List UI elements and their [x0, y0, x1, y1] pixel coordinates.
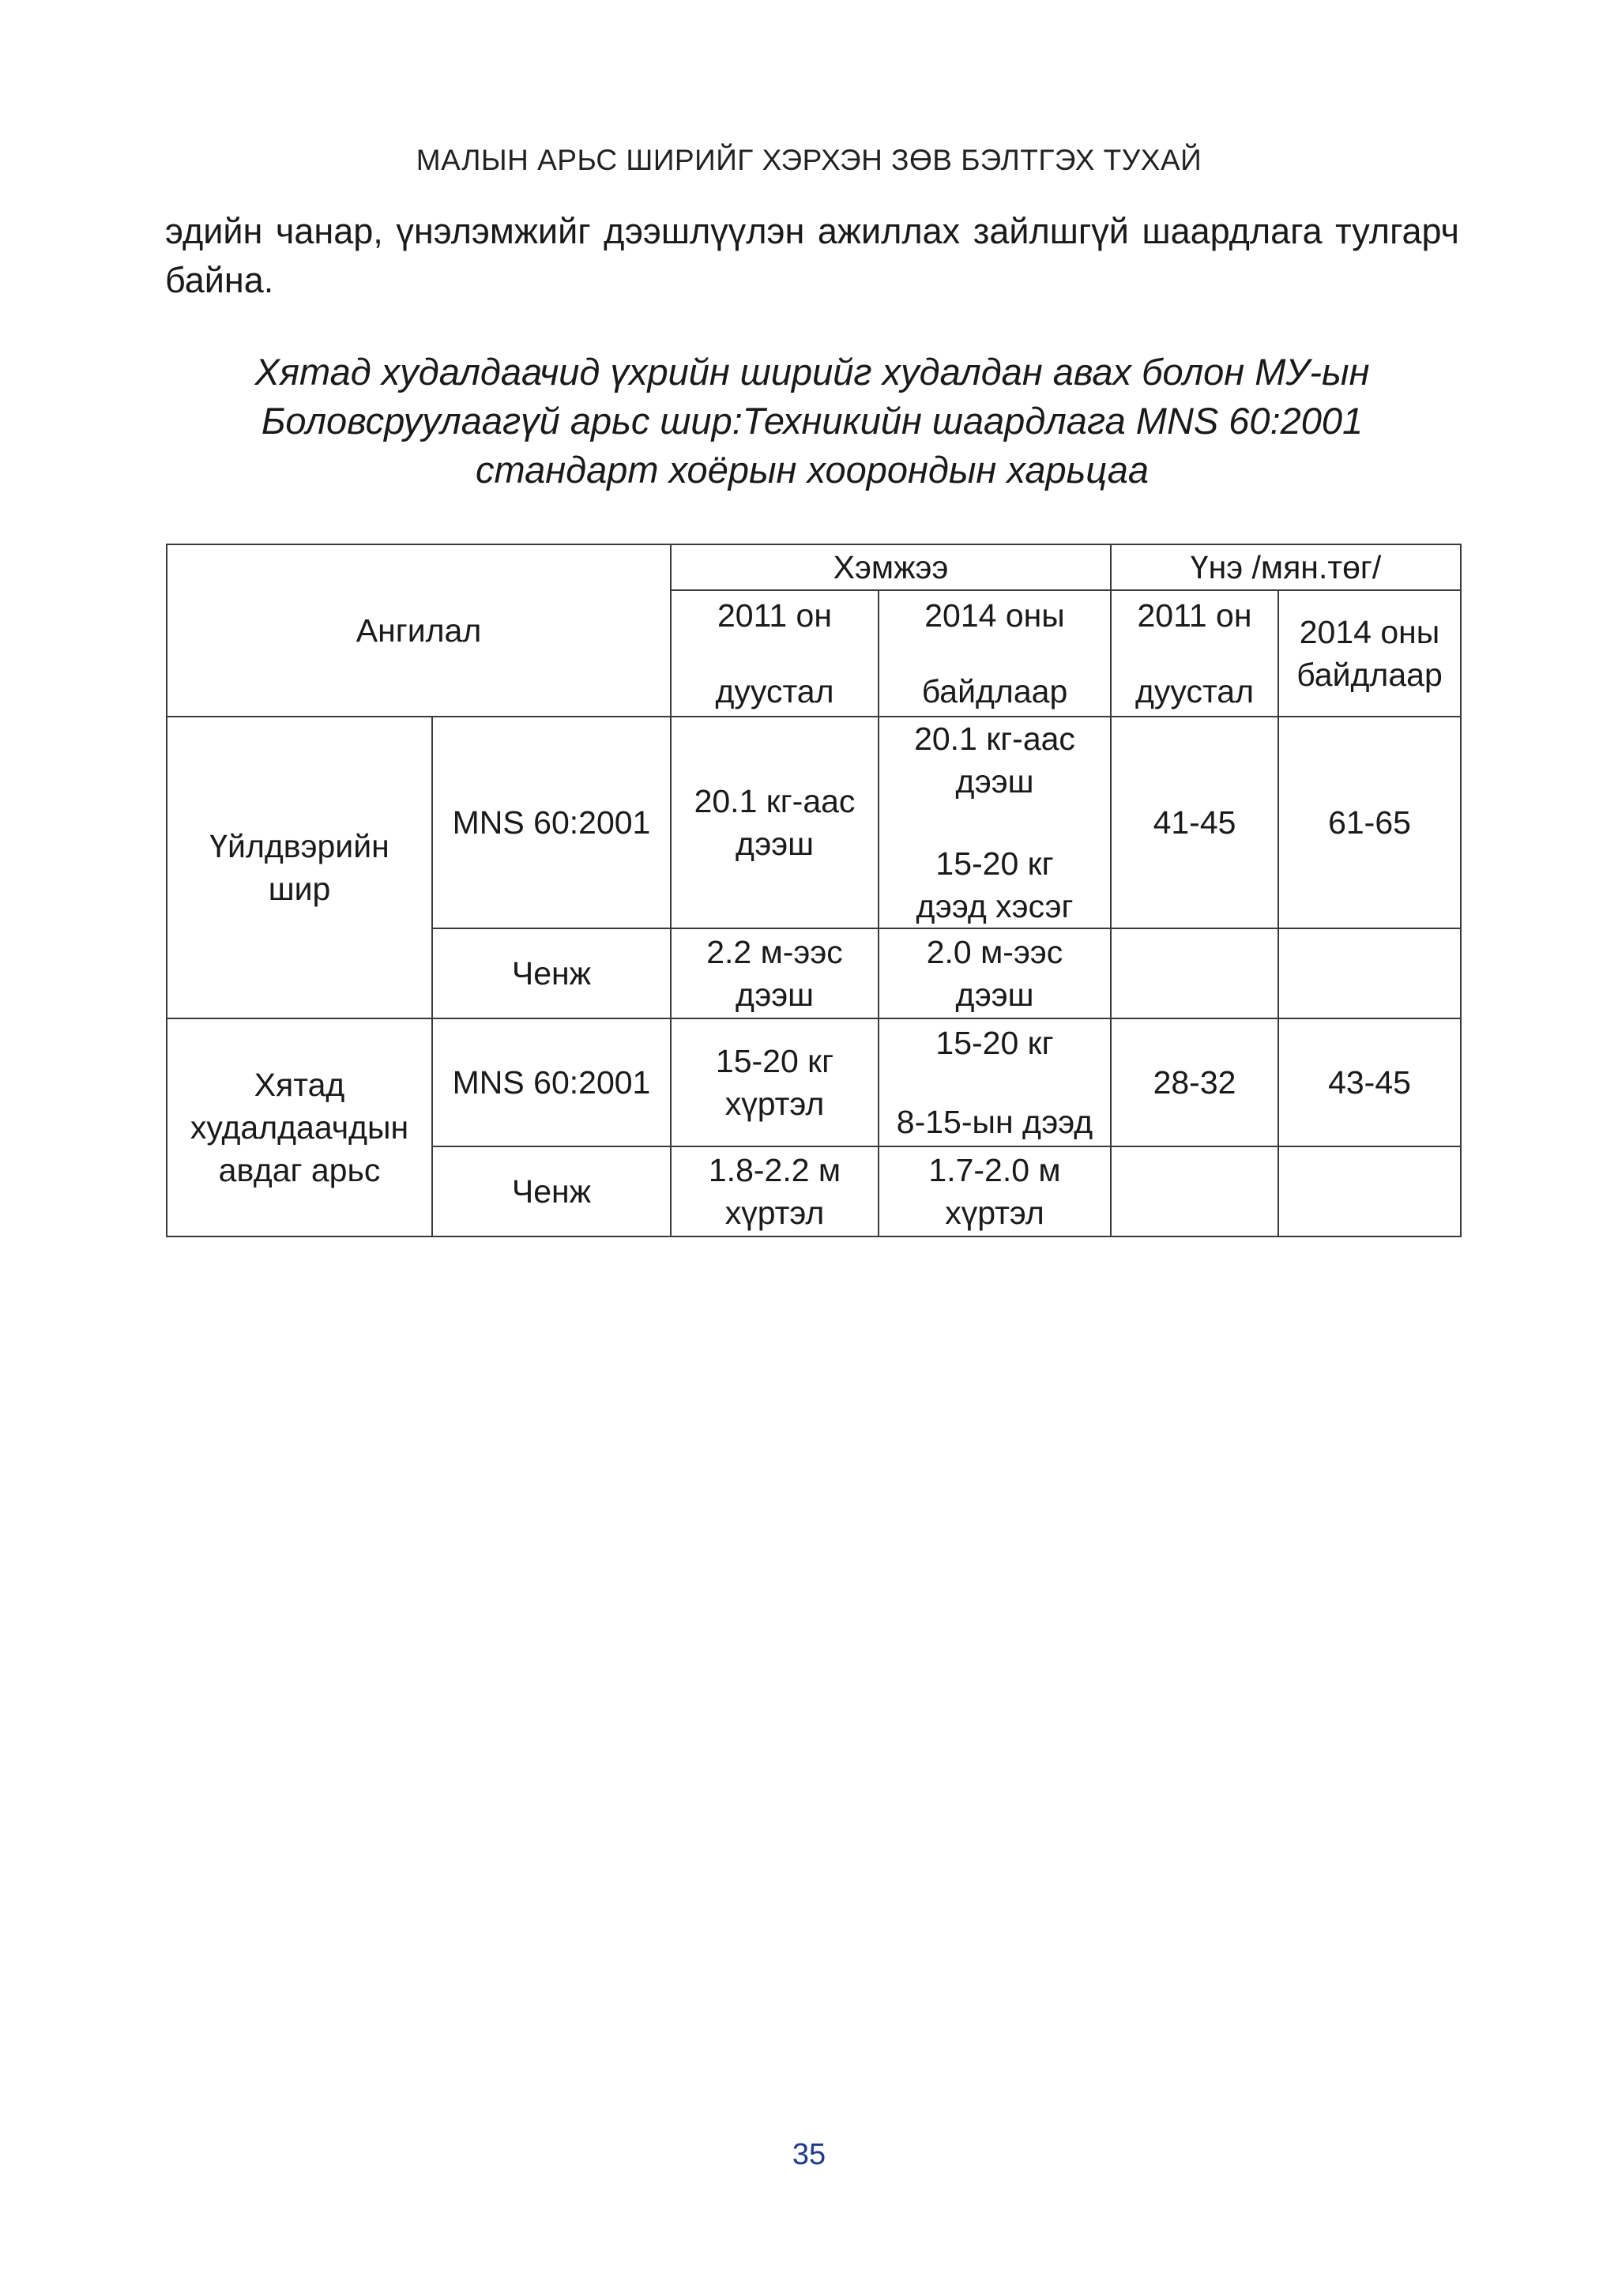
table-row: [167, 1018, 1461, 1146]
price-2014-cell: 61-65: [1278, 717, 1461, 928]
cell-line: 1.8-2.2 м: [708, 1152, 841, 1188]
table-caption: [165, 348, 1459, 495]
price-2014-cell: 43-45: [1278, 1018, 1461, 1146]
cell-line: 20.1 кг-аас: [694, 783, 856, 819]
category-header: Ангилал: [167, 544, 671, 717]
size-2014-cell: [879, 1018, 1111, 1146]
size-2011-cell: [671, 1146, 879, 1236]
cell-line: дээд хэсэг: [916, 888, 1074, 924]
row-label: Ченж: [432, 1146, 671, 1236]
price-header: Үнэ /мян.төг/: [1111, 544, 1461, 590]
running-header: МАЛЫН АРЬС ШИРИЙГ ХЭРХЭН ЗӨВ БЭЛТГЭХ ТУХАЙ: [416, 144, 1202, 176]
cell-line: 15-20 кг: [935, 1025, 1054, 1061]
caption-line-2: Боловсруулаагүй арьс шир:Техникийн шаардлага MNS 60:2001: [261, 400, 1364, 442]
size-2014-cell: [879, 717, 1111, 928]
cell-line: 15-20 кг: [935, 845, 1054, 882]
table-row: [167, 717, 1461, 928]
group-name-line1: Үйлдвэрийн: [209, 828, 389, 864]
col-price-2011-line1: 2011 он: [1137, 597, 1252, 634]
row-label: MNS 60:2001: [432, 1018, 671, 1146]
comparison-table: [166, 544, 1462, 1237]
col-size-2014: [879, 590, 1111, 717]
cell-line: хүртэл: [724, 1086, 825, 1122]
price-2014-cell: [1278, 928, 1461, 1018]
col-size-2011-line1: 2011 он: [717, 597, 832, 634]
row-label: MNS 60:2001: [432, 717, 671, 928]
col-price-2011: [1111, 590, 1278, 717]
table-header-row-1: [167, 544, 1461, 590]
size-header: Хэмжээ: [671, 544, 1111, 590]
group-chinese-traders-hide: [167, 1018, 432, 1236]
group-name-line2: шир: [268, 871, 331, 907]
col-size-2011-line2: дуустал: [715, 673, 834, 710]
page-number: 35: [792, 2138, 826, 2171]
cell-line: 8-15-ын дээд: [896, 1104, 1093, 1140]
col-price-2014-line2: байдлаар: [1296, 657, 1443, 693]
cell-line: 20.1 кг-аас: [914, 721, 1075, 757]
cell-line: 2.2 м-ээс: [706, 934, 843, 970]
cell-line: хүртэл: [945, 1195, 1044, 1231]
col-price-2011-line2: дуустал: [1135, 673, 1255, 710]
col-size-2011: [671, 590, 879, 717]
size-2014-cell: [879, 928, 1111, 1018]
cell-line: 1.7-2.0 м: [928, 1152, 1061, 1188]
row-label: Ченж: [432, 928, 671, 1018]
group-name-line1: Хятад: [254, 1067, 345, 1103]
col-price-2014-line1: 2014 оны: [1299, 614, 1440, 650]
cell-line: дээш: [735, 826, 815, 862]
group-name-line3: авдаг арьс: [218, 1152, 381, 1188]
price-2011-cell: [1111, 1146, 1278, 1236]
price-2011-cell: 28-32: [1111, 1018, 1278, 1146]
group-factory-hide: [167, 717, 432, 1018]
size-2014-cell: [879, 1146, 1111, 1236]
price-2011-cell: [1111, 928, 1278, 1018]
cell-line: дээш: [955, 977, 1034, 1013]
price-2014-cell: [1278, 1146, 1461, 1236]
col-size-2014-line2: байдлаар: [921, 673, 1068, 710]
size-2011-cell: [671, 928, 879, 1018]
size-2011-cell: [671, 717, 879, 928]
cell-line: 15-20 кг: [715, 1043, 834, 1079]
cell-spacer: [882, 803, 1107, 842]
group-name-line2: худалдаачдын: [190, 1109, 409, 1146]
col-price-2014: [1278, 590, 1461, 717]
col-size-2014-line1: 2014 оны: [924, 597, 1065, 634]
cell-line: дээш: [735, 977, 815, 1013]
price-2011-cell: 41-45: [1111, 717, 1278, 928]
size-2011-cell: [671, 1018, 879, 1146]
body-paragraph: эдийн чанар, үнэлэмжийг дээшлүүлэн ажиллах зайлшгүй шаардлага тулгарч байна.: [165, 211, 1459, 300]
caption-line-1: Хятад худалдаачид үхрийн ширийг худалдан авах болон МУ-ын: [254, 351, 1370, 393]
cell-line: дээш: [955, 763, 1034, 800]
caption-line-3: стандарт хоёрын хоорондын харьцаа: [475, 449, 1149, 491]
cell-line: 2.0 м-ээс: [926, 934, 1063, 970]
cell-line: хүртэл: [724, 1195, 825, 1231]
